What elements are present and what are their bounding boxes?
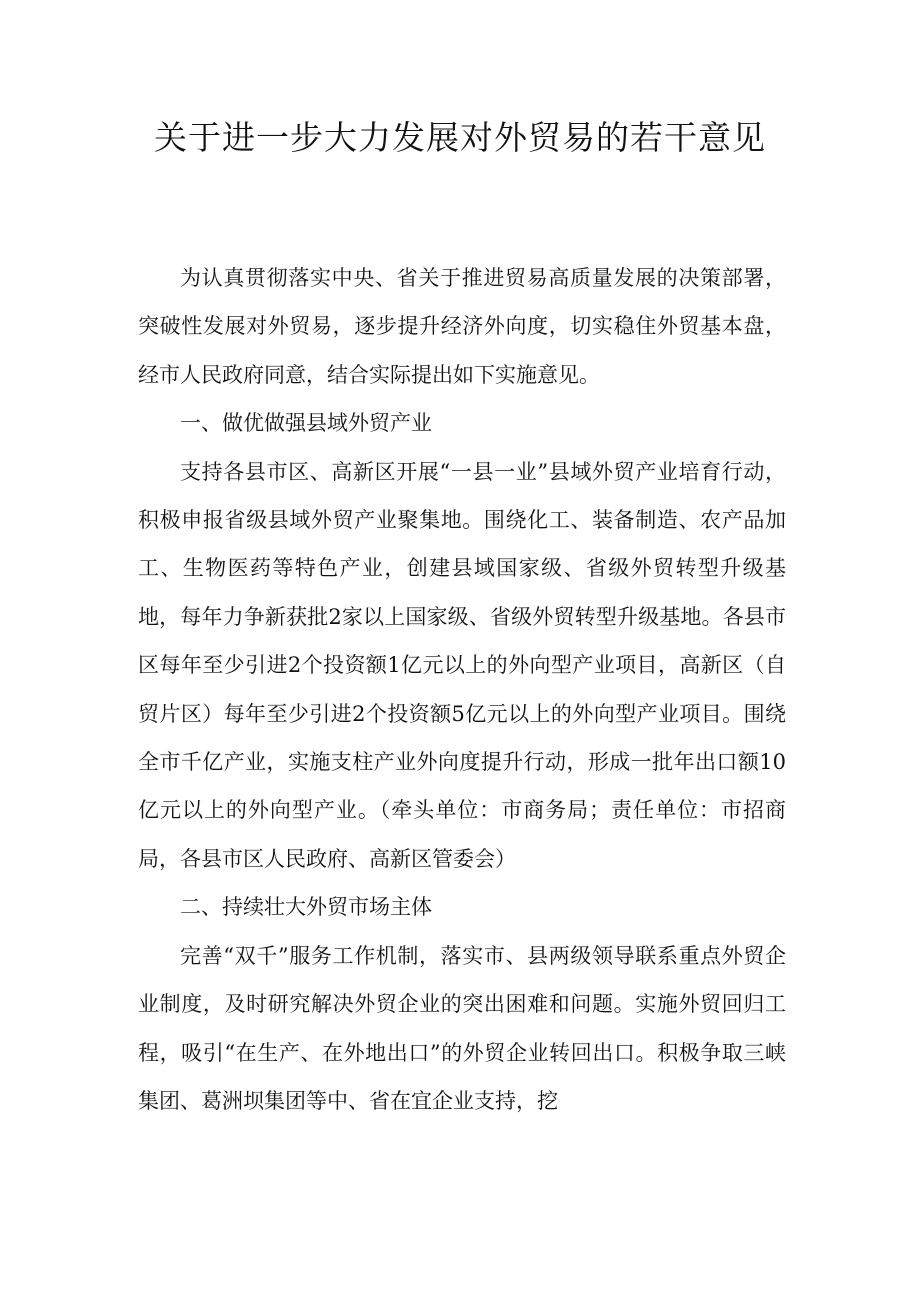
section-heading-1: 一、做优做强县域外贸产业 [180,411,432,436]
document-title: 关于进一步大力发展对外贸易的若干意见 [154,118,766,157]
intro-paragraph: 为认真贯彻落实中央、省关于推进贸易高质量发展的决策部署，突破性发展对外贸易，逐步提升经济外向度，切实稳住外贸基本盘，经市人民政府同意，结合实际提出如下实施意见。 [138,266,786,387]
document-body [138,254,786,1125]
section-heading-2: 二、持续壮大外贸市场主体 [180,895,432,920]
section-1-paragraph: 支持各县市区、高新区开展“一县一业”县域外贸产业培育行动，积极申报省级县域外贸产业聚集地。围绕化工、装备制造、农产品加工、生物医药等特色产业，创建县域国家级、省级外贸转型升级基地，每年力争新获批2家以上国家级、省级外贸转型升级基地。各县市区每年至少引进2个投资额1亿元以上的外向型产业项目，高新区（自贸片区）每年至少引进2个投资额5亿元以上的外向型产业项目。围绕全市千亿产业，实施支柱产业外向度提升行动，形成一批年出口额10亿元以上的外向型产业。（牵头单位：市商务局；责任单位：市招商局，各县市区人民政府、高新区管委会） [138,459,786,871]
section-2-paragraph: 完善“双千”服务工作机制，落实市、县两级领导联系重点外贸企业制度，及时研究解决外贸企业的突出困难和问题。实施外贸回归工程，吸引“在生产、在外地出口”的外贸企业转回出口。积极争取三峡集团、葛洲坝集团等中、省在宜企业支持，挖 [138,943,786,1113]
